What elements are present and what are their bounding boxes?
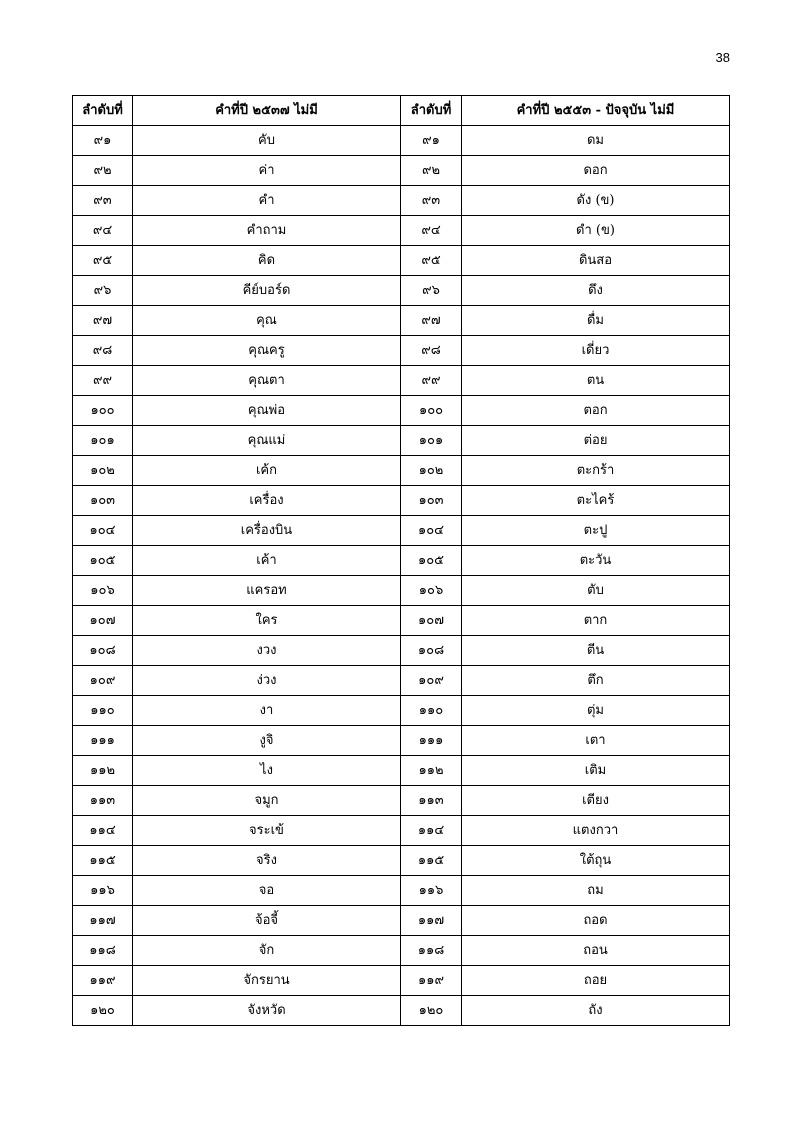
cell-index-1: ๙๑ — [73, 126, 133, 156]
cell-word-2537: คีย์บอร์ด — [133, 276, 401, 306]
cell-index-1: ๑๐๘ — [73, 636, 133, 666]
cell-index-1: ๙๖ — [73, 276, 133, 306]
table-row — [73, 336, 730, 366]
table-row — [73, 396, 730, 426]
table-row — [73, 756, 730, 786]
cell-index-2: ๑๑๔ — [401, 816, 462, 846]
cell-word-2553: ดัง (ข) — [462, 186, 730, 216]
table-row — [73, 156, 730, 186]
cell-index-2: ๑๐๙ — [401, 666, 462, 696]
cell-word-2537: คุณ — [133, 306, 401, 336]
cell-index-2: ๑๒๐ — [401, 996, 462, 1026]
cell-index-2: ๑๐๕ — [401, 546, 462, 576]
cell-word-2553: ตีน — [462, 636, 730, 666]
cell-word-2537: เครื่อง — [133, 486, 401, 516]
cell-index-1: ๑๑๒ — [73, 756, 133, 786]
cell-index-2: ๑๐๐ — [401, 396, 462, 426]
cell-word-2553: ตับ — [462, 576, 730, 606]
header-index-2: ลำดับที่ — [401, 96, 462, 126]
cell-index-2: ๑๑๙ — [401, 966, 462, 996]
cell-index-1: ๑๐๐ — [73, 396, 133, 426]
cell-word-2537: ไง — [133, 756, 401, 786]
cell-word-2553: ตาก — [462, 606, 730, 636]
cell-index-1: ๙๕ — [73, 246, 133, 276]
cell-word-2553: ตะปู — [462, 516, 730, 546]
cell-word-2553: เดี่ยว — [462, 336, 730, 366]
cell-word-2553: ดื่ม — [462, 306, 730, 336]
cell-word-2553: เติม — [462, 756, 730, 786]
cell-word-2537: คับ — [133, 126, 401, 156]
table-row — [73, 306, 730, 336]
cell-word-2537: ง่วง — [133, 666, 401, 696]
table-row — [73, 666, 730, 696]
cell-index-1: ๑๒๐ — [73, 996, 133, 1026]
table-row — [73, 966, 730, 996]
cell-index-2: ๙๖ — [401, 276, 462, 306]
cell-index-1: ๑๑๙ — [73, 966, 133, 996]
cell-index-2: ๑๑๐ — [401, 696, 462, 726]
cell-word-2553: ดอก — [462, 156, 730, 186]
cell-word-2553: ตอก — [462, 396, 730, 426]
cell-word-2553: ตะวัน — [462, 546, 730, 576]
cell-word-2537: ใคร — [133, 606, 401, 636]
cell-index-2: ๙๗ — [401, 306, 462, 336]
cell-index-2: ๑๑๘ — [401, 936, 462, 966]
cell-word-2537: คำถาม — [133, 216, 401, 246]
cell-word-2553: ต่อย — [462, 426, 730, 456]
cell-index-2: ๙๔ — [401, 216, 462, 246]
table-row — [73, 696, 730, 726]
table-row — [73, 906, 730, 936]
cell-word-2553: ตะไคร้ — [462, 486, 730, 516]
cell-index-1: ๑๐๙ — [73, 666, 133, 696]
cell-word-2537: จอ — [133, 876, 401, 906]
cell-word-2553: ตะกร้า — [462, 456, 730, 486]
cell-index-1: ๙๘ — [73, 336, 133, 366]
table-header — [73, 96, 730, 126]
cell-index-1: ๙๙ — [73, 366, 133, 396]
cell-index-2: ๑๐๓ — [401, 486, 462, 516]
cell-word-2553: ถอด — [462, 906, 730, 936]
cell-index-2: ๙๓ — [401, 186, 462, 216]
table-row — [73, 576, 730, 606]
table-row — [73, 936, 730, 966]
cell-word-2537: คุณตา — [133, 366, 401, 396]
cell-word-2537: คุณแม่ — [133, 426, 401, 456]
cell-index-1: ๑๑๖ — [73, 876, 133, 906]
cell-index-2: ๑๑๗ — [401, 906, 462, 936]
cell-word-2553: เตียง — [462, 786, 730, 816]
table-row — [73, 996, 730, 1026]
cell-index-2: ๙๘ — [401, 336, 462, 366]
cell-word-2537: งวง — [133, 636, 401, 666]
cell-word-2537: งูจิ — [133, 726, 401, 756]
cell-index-2: ๑๑๖ — [401, 876, 462, 906]
cell-index-2: ๙๙ — [401, 366, 462, 396]
cell-index-2: ๙๑ — [401, 126, 462, 156]
cell-index-2: ๑๑๓ — [401, 786, 462, 816]
table-row — [73, 486, 730, 516]
table-row — [73, 846, 730, 876]
cell-index-1: ๑๑๗ — [73, 906, 133, 936]
table-row — [73, 726, 730, 756]
cell-index-2: ๑๑๕ — [401, 846, 462, 876]
table-row — [73, 366, 730, 396]
cell-word-2537: จักรยาน — [133, 966, 401, 996]
cell-index-1: ๑๑๑ — [73, 726, 133, 756]
cell-word-2537: เครื่องบิน — [133, 516, 401, 546]
cell-word-2553: ถัง — [462, 996, 730, 1026]
cell-index-1: ๑๑๓ — [73, 786, 133, 816]
cell-word-2553: แตงกวา — [462, 816, 730, 846]
cell-word-2553: ตน — [462, 366, 730, 396]
cell-index-2: ๑๐๔ — [401, 516, 462, 546]
cell-index-2: ๑๐๗ — [401, 606, 462, 636]
cell-index-1: ๑๑๘ — [73, 936, 133, 966]
table-row — [73, 546, 730, 576]
header-words-2553: คำที่ปี ๒๕๕๓ - ปัจจุบัน ไม่มี — [462, 96, 730, 126]
cell-word-2553: ดม — [462, 126, 730, 156]
cell-word-2553: ใต้ถุน — [462, 846, 730, 876]
cell-index-1: ๑๐๑ — [73, 426, 133, 456]
cell-word-2553: ดึง — [462, 276, 730, 306]
table-row — [73, 606, 730, 636]
cell-index-1: ๑๐๕ — [73, 546, 133, 576]
word-table — [72, 95, 730, 1026]
table-row — [73, 426, 730, 456]
cell-word-2537: คิด — [133, 246, 401, 276]
cell-index-1: ๑๑๕ — [73, 846, 133, 876]
cell-index-1: ๑๐๓ — [73, 486, 133, 516]
cell-index-1: ๑๑๐ — [73, 696, 133, 726]
cell-word-2553: ตุ่ม — [462, 696, 730, 726]
cell-word-2553: ตึก — [462, 666, 730, 696]
cell-index-1: ๑๐๔ — [73, 516, 133, 546]
cell-word-2537: จริง — [133, 846, 401, 876]
cell-index-2: ๙๒ — [401, 156, 462, 186]
cell-index-1: ๙๗ — [73, 306, 133, 336]
table-row — [73, 456, 730, 486]
cell-index-2: ๙๕ — [401, 246, 462, 276]
table-row — [73, 516, 730, 546]
cell-index-2: ๑๐๘ — [401, 636, 462, 666]
cell-word-2553: ดำ (ข) — [462, 216, 730, 246]
cell-word-2537: คุณพ่อ — [133, 396, 401, 426]
cell-word-2553: ถม — [462, 876, 730, 906]
cell-word-2553: เตา — [462, 726, 730, 756]
table-row — [73, 786, 730, 816]
cell-word-2537: แครอท — [133, 576, 401, 606]
cell-index-1: ๑๐๗ — [73, 606, 133, 636]
cell-index-1: ๑๐๒ — [73, 456, 133, 486]
page-number: 38 — [715, 50, 730, 65]
table-row — [73, 186, 730, 216]
table-row — [73, 636, 730, 666]
cell-word-2537: คุณครู — [133, 336, 401, 366]
cell-index-1: ๙๔ — [73, 216, 133, 246]
cell-word-2537: จระเข้ — [133, 816, 401, 846]
cell-word-2537: จมูก — [133, 786, 401, 816]
cell-word-2537: จ้อจี้ — [133, 906, 401, 936]
cell-index-1: ๑๐๖ — [73, 576, 133, 606]
cell-index-2: ๑๐๑ — [401, 426, 462, 456]
cell-index-1: ๙๓ — [73, 186, 133, 216]
cell-word-2553: ถอย — [462, 966, 730, 996]
table-row — [73, 126, 730, 156]
cell-word-2553: ดินสอ — [462, 246, 730, 276]
table-row — [73, 246, 730, 276]
cell-index-2: ๑๐๒ — [401, 456, 462, 486]
header-words-2537: คำที่ปี ๒๕๓๗ ไม่มี — [133, 96, 401, 126]
cell-index-2: ๑๑๒ — [401, 756, 462, 786]
cell-index-2: ๑๑๑ — [401, 726, 462, 756]
cell-word-2537: จังหวัด — [133, 996, 401, 1026]
cell-word-2537: คำ — [133, 186, 401, 216]
cell-index-1: ๑๑๔ — [73, 816, 133, 846]
header-row — [73, 96, 730, 126]
cell-word-2537: ค่า — [133, 156, 401, 186]
table-row — [73, 216, 730, 246]
cell-index-2: ๑๐๖ — [401, 576, 462, 606]
header-index-1: ลำดับที่ — [73, 96, 133, 126]
table-row — [73, 816, 730, 846]
cell-index-1: ๙๒ — [73, 156, 133, 186]
cell-word-2537: เค้า — [133, 546, 401, 576]
table-row — [73, 876, 730, 906]
cell-word-2537: งา — [133, 696, 401, 726]
cell-word-2537: จัก — [133, 936, 401, 966]
cell-word-2553: ถอน — [462, 936, 730, 966]
cell-word-2537: เค้ก — [133, 456, 401, 486]
table-row — [73, 276, 730, 306]
table-body — [73, 126, 730, 1026]
